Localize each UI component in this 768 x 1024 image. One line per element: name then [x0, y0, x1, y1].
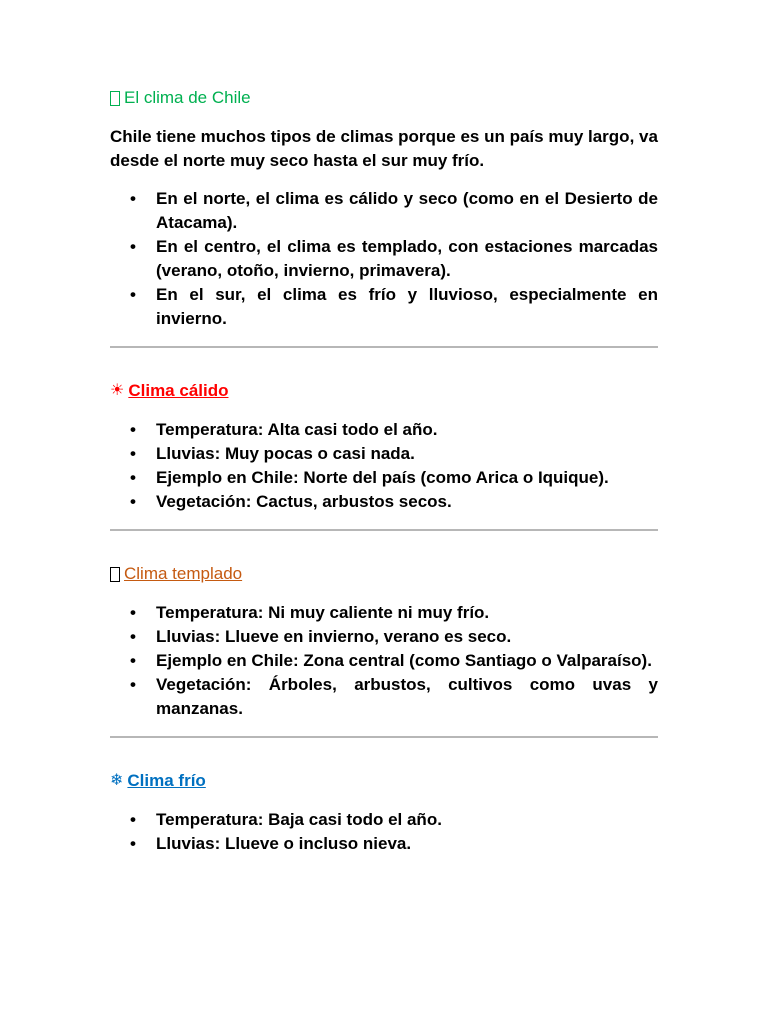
list-item: • Lluvias: Muy pocas o casi nada. [156, 442, 658, 466]
list-item: • Ejemplo en Chile: Zona central (como Santiago o Valparaíso). [156, 649, 658, 673]
heading-text: Clima cálido [128, 381, 229, 400]
heading-clima-templado [110, 562, 658, 586]
missing-glyph-icon [110, 567, 120, 582]
list-item: • Ejemplo en Chile: Norte del país (como Arica o Iquique). [156, 466, 658, 490]
list-item: • En el sur, el clima es frío y lluvioso, especialmente en invierno. [156, 283, 658, 331]
list-item: • Temperatura: Alta casi todo el año. [156, 418, 658, 442]
missing-glyph-icon [110, 91, 120, 106]
intro-paragraph: Chile tiene muchos tipos de climas porque es un país muy largo, va desde el norte muy seco hasta el sur muy frío. [110, 127, 658, 170]
bullet-list-frio [110, 808, 658, 856]
sun-icon: ☀ [110, 382, 125, 399]
heading-clima-calido [110, 379, 658, 403]
bullet-list-calido [110, 418, 658, 514]
list-item: • En el centro, el clima es templado, con estaciones marcadas (verano, otoño, invierno, primavera). [156, 235, 658, 283]
list-item: • En el norte, el clima es cálido y seco (como en el Desierto de Atacama). [156, 187, 658, 235]
heading-text: Clima templado [124, 564, 243, 583]
list-item: • Lluvias: Llueve o incluso nieva. [156, 832, 658, 856]
list-item: • Vegetación: Cactus, arbustos secos. [156, 490, 658, 514]
list-item: • Temperatura: Ni muy caliente ni muy frío. [156, 601, 658, 625]
heading-text: El clima de Chile [124, 88, 251, 107]
heading-clima-frio [110, 769, 658, 793]
list-item: • Lluvias: Llueve en invierno, verano es seco. [156, 625, 658, 649]
bullet-list-templado [110, 601, 658, 721]
heading-clima-chile [110, 86, 658, 110]
heading-text: Clima frío [127, 771, 206, 790]
bullet-list-chile [110, 187, 658, 331]
list-item: • Vegetación: Árboles, arbustos, cultivos como uvas y manzanas. [156, 673, 658, 721]
list-item: • Temperatura: Baja casi todo el año. [156, 808, 658, 832]
snowflake-icon: ❄ [110, 772, 124, 789]
